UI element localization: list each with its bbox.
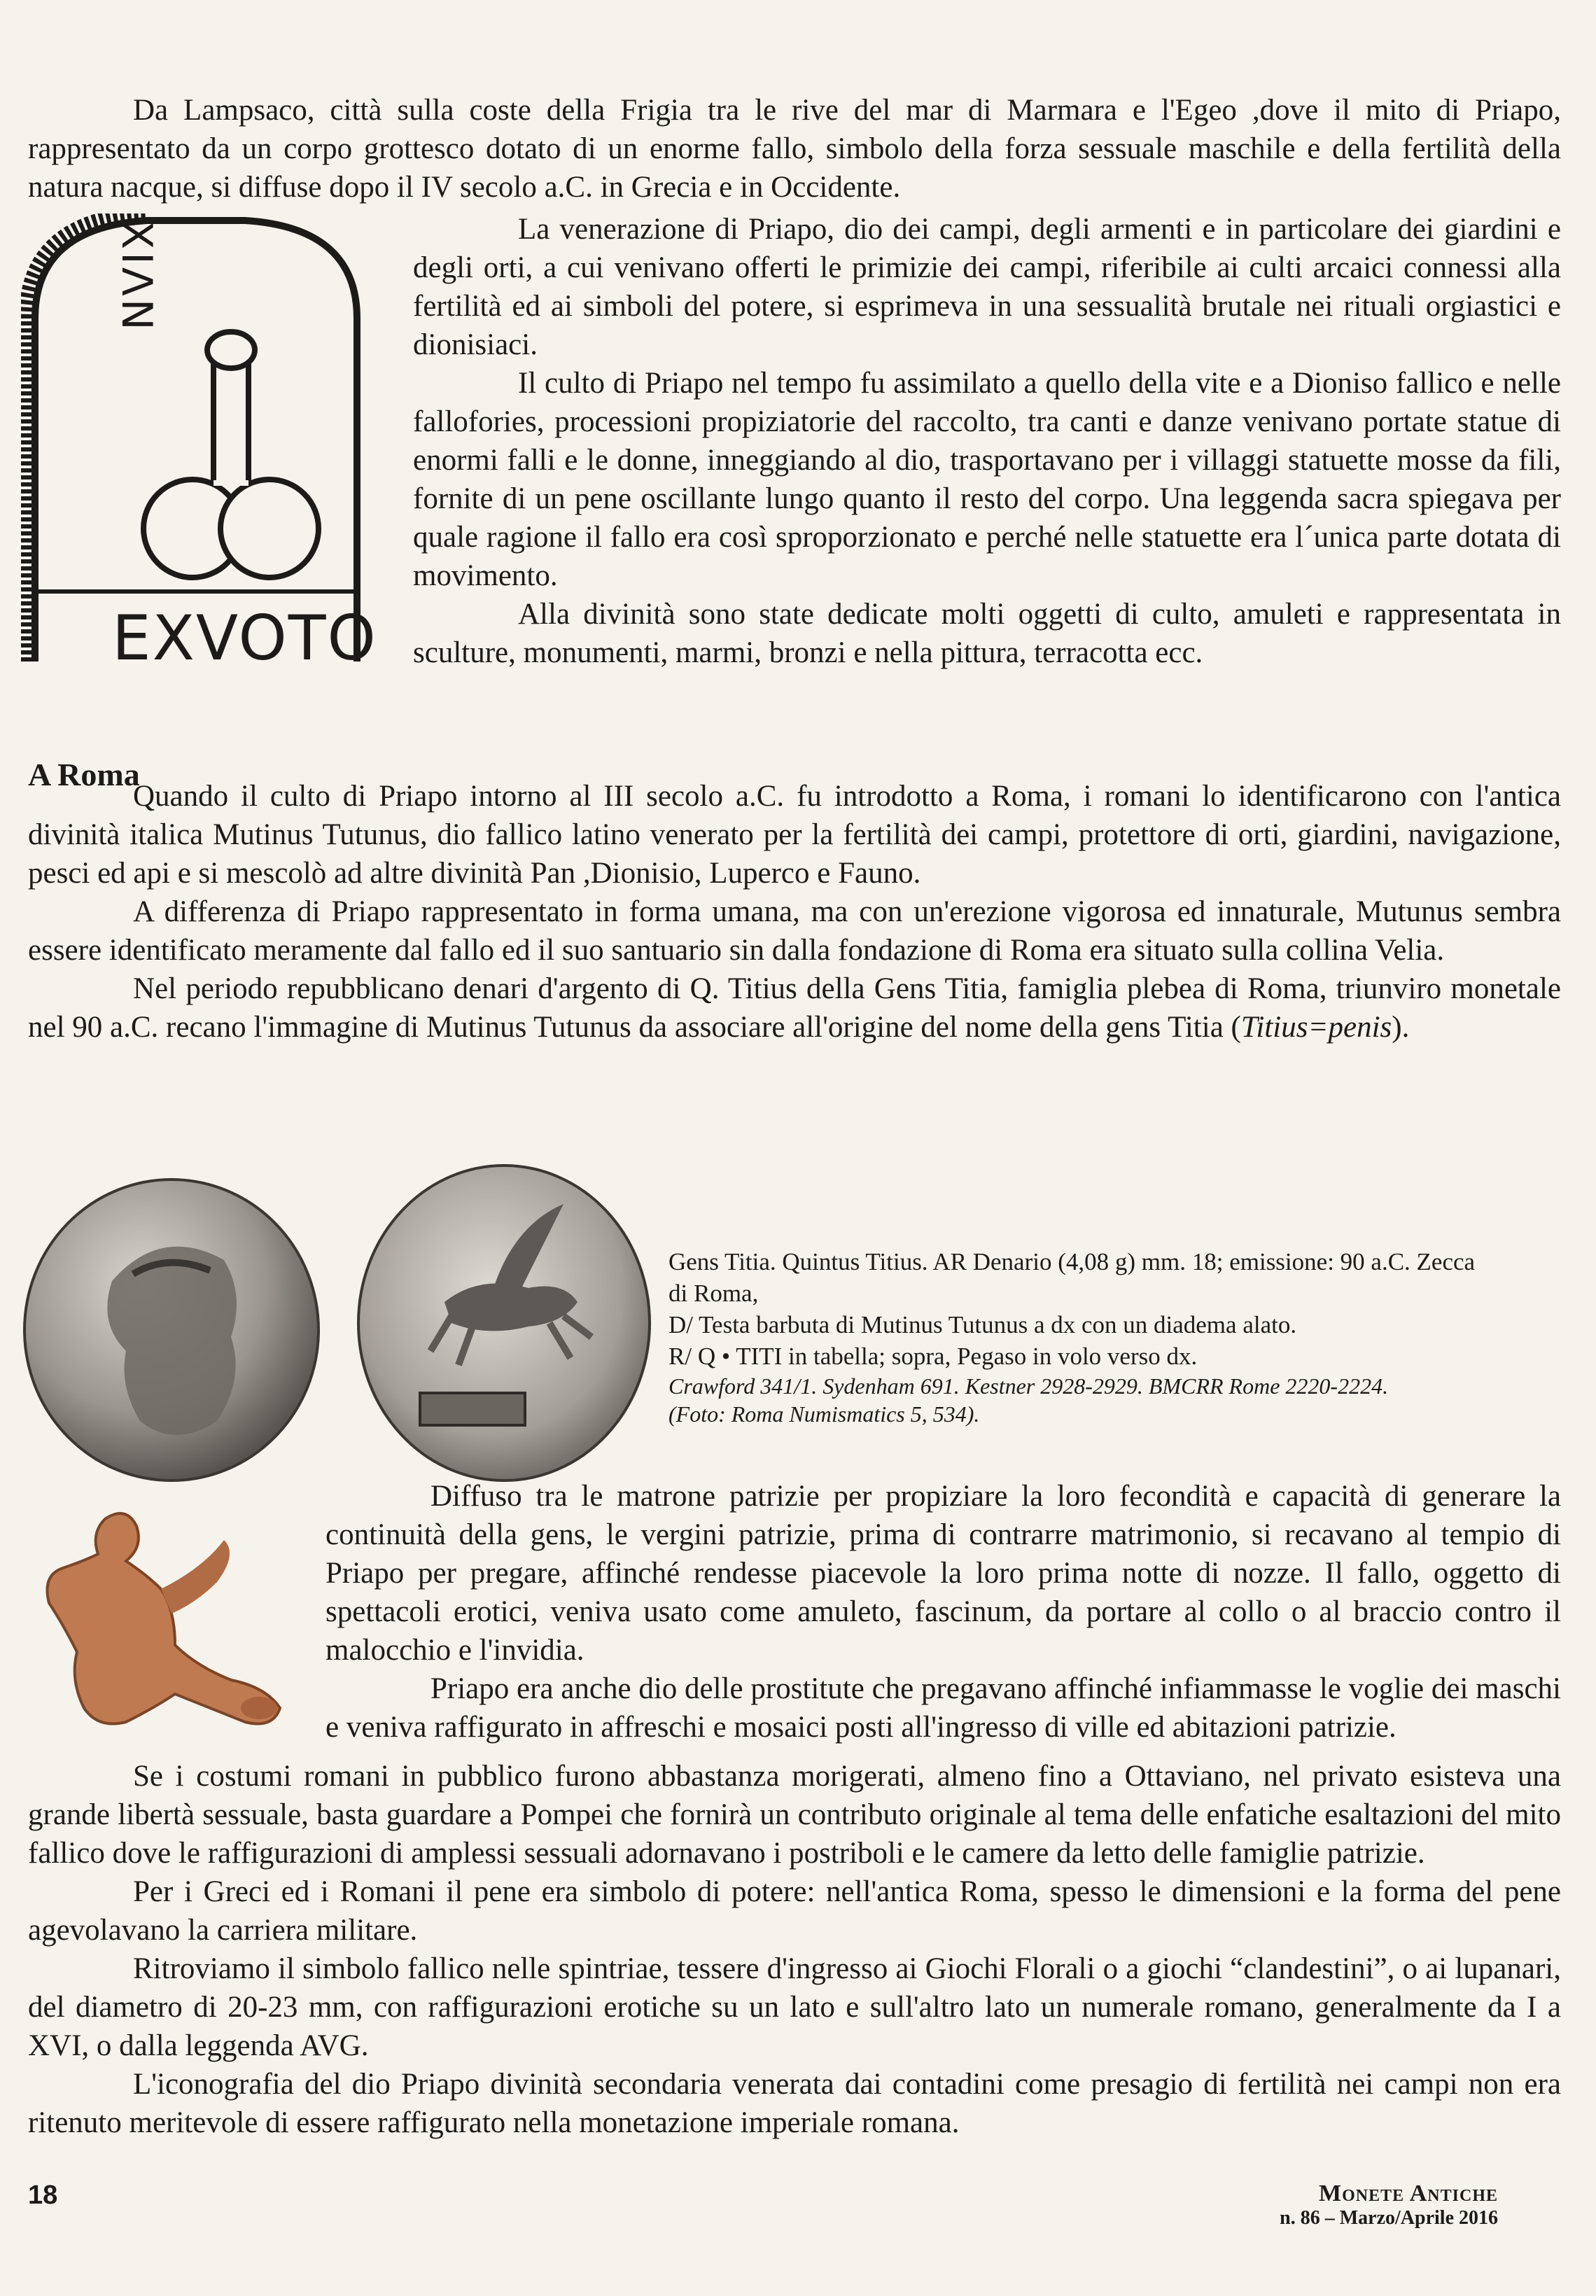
roma-paragraph bbox=[28, 969, 1561, 1046]
section3-paragraph: Per i Greci ed i Romani il pene era simbolo di potere: nell'antica Roma, spesso le dimensioni e la forma del pene agevolavano la carriera militare. bbox=[28, 1875, 1561, 1947]
phallus-icon bbox=[144, 332, 318, 578]
coin-caption-line: Gens Titia. Quintus Titius. AR Denario (4,08 g) mm. 18; emissione: 90 a.C. Zecca di Roma, bbox=[668, 1248, 1476, 1307]
exvoto-illustration bbox=[21, 214, 377, 674]
roma-paragraph: Quando il culto di Priapo intorno al III secolo a.C. fu introdotto a Roma, i romani lo identificarono con l'antica divinità italica Mutinus Tutunus, dio fallico latino venerato per la fertilità dei campi, protettore di orti, giardini, navigazione, pesci ed api e si mescolò ad altre divinità Pan ,Dionisio, Luperco e Fauno. bbox=[28, 780, 1561, 890]
roma-p3-italic: Titius=penis bbox=[1240, 1011, 1392, 1044]
section3-paragraph: Ritroviamo il simbolo fallico nelle spintriae, tessere d'ingresso ai Giochi Florali o a giochi “clandestini”, o ai lupanari, del diametro di 20-23 mm, con raffigurazioni erotiche su un lato e sull'altro lato un numerale romano, generalmente da I a XVI, o dalla leggenda AVG. bbox=[28, 1952, 1561, 2062]
exvoto-label: EXVOTO bbox=[112, 602, 377, 674]
roma-paragraph: A differenza di Priapo rappresentato in forma umana, ma con un'erezione vigorosa ed innaturale, Mutunus sembra essere identificato meramente dal fallo ed il suo santuario sin dalla fondazione di Roma era situato sulla collina Velia. bbox=[28, 895, 1561, 967]
coin-reverse-image bbox=[354, 1162, 654, 1484]
section3-text-full bbox=[28, 1757, 1561, 2142]
intro-text: Da Lampsaco, città sulla coste della Frigia tra le rive del mar di Marmara e l'Egeo ,dove il mito di Priapo, rappresentato da un corpo grottesco dotato di un enorme fallo, simbolo della forza sessuale maschile e della fertilità della natura nacque, si diffuse dopo il IV secolo a.C. in Grecia e in Occidente. bbox=[28, 94, 1561, 204]
priapus-figurine-image bbox=[21, 1498, 294, 1750]
magazine-footer bbox=[1280, 2180, 1498, 2230]
coin-obverse-image bbox=[21, 1176, 322, 1484]
section3-paragraph: Se i costumi romani in pubblico furono abbastanza morigerati, almeno fino a Ottaviano, nel privato esisteva una grande libertà sessuale, basta guardare a Pompei che fornirà un contributo originale al tema delle enfatiche esaltazioni del mito fallico dove le raffigurazioni di amplessi sessuali adornavano i postriboli e le camere da letto delle famiglie patrizie. bbox=[28, 1760, 1561, 1870]
section3-text-beside-figurine bbox=[326, 1477, 1561, 1746]
magazine-title: Monete Antiche bbox=[1319, 2180, 1498, 2206]
coin-caption-line: R/ Q • TITI in tabella; sopra, Pegaso in volo verso dx. bbox=[668, 1343, 1198, 1370]
stele-outline bbox=[35, 220, 357, 662]
section-heading-roma: A Roma bbox=[28, 757, 140, 792]
exvoto-inscription: XIΛN bbox=[112, 220, 161, 333]
coin-caption-photo-credit: (Foto: Roma Numismatics 5, 534). bbox=[668, 1401, 980, 1427]
section1-paragraph: Il culto di Priapo nel tempo fu assimilato a quello della vite e a Dioniso fallico e nelle fallofories, processioni propiziatorie del raccolto, tra canti e danze venivano portate statue di enormi falli e le donne, inneggiando al dio, trasportavano per i villaggi statuette mosse da fili, fornite di un pene oscillante lungo quanto il resto del corpo. Una leggenda sacra spiegava per quale ragione il fallo era così sproporzionato e perché nelle statuette era l´unica parte dotata di movimento. bbox=[413, 367, 1561, 592]
section3-paragraph: Priapo era anche dio delle prostitute che pregavano affinché infiammasse le voglie dei maschi e veniva raffigurato in affreschi e mosaici posti all'ingresso di ville ed abitazioni patrizie. bbox=[326, 1672, 1561, 1744]
coin-obverse bbox=[21, 1176, 322, 1488]
coin-caption-reference: Crawford 341/1. Sydenham 691. Kestner 2928-2929. BMCRR Rome 2220-2224. bbox=[668, 1373, 1389, 1399]
coin-reverse bbox=[354, 1162, 654, 1488]
roma-p3-text: Nel periodo repubblicano denari d'argento di Q. Titius della Gens Titia, famiglia plebea di Roma, triunviro monetale nel 90 a.C. recano l'immagine di Mutinus Tutunus da associare all'origine del nome della gens Titia ( bbox=[28, 972, 1561, 1044]
coin-caption-line: D/ Testa barbuta di Mutinus Tutunus a dx con un diadema alato. bbox=[668, 1311, 1297, 1338]
roma-text bbox=[28, 777, 1561, 1046]
roma-p3-end: ). bbox=[1392, 1011, 1410, 1044]
section3-paragraph: Diffuso tra le matrone patrizie per propiziare la loro fecondità e capacità di generare la continuità della gens, le vergini patrizie, prima di contrarre matrimonio, si recavano al tempio di Priapo per pregare, affinché rendesse piacevole la loro prima notte di nozze. Il fallo, oggetto di spettacoli erotici, veniva usato come amuleto, fascinum, da portare al collo o al braccio contro il malocchio e l'invidia. bbox=[326, 1480, 1561, 1667]
exvoto-drawing bbox=[21, 214, 364, 668]
intro-paragraph bbox=[28, 91, 1561, 206]
section3-paragraph: L'iconografia del dio Priapo divinità secondaria venerata dai contadini come presagio di fertilità nei campi non era ritenuto meritevole di essere raffigurato nella monetazione imperiale romana. bbox=[28, 2068, 1561, 2139]
page-number: 18 bbox=[28, 2180, 58, 2210]
section1-paragraph: La venerazione di Priapo, dio dei campi, degli armenti e in particolare dei giardini e degli orti, a cui venivano offerti le primizie dei campi, riferibile ai culti arcaici connessi alla fertilità ed ai simboli del potere, si esprimeva in una sessualità brutale nei rituali orgiastici e dionisiaci. bbox=[413, 213, 1561, 361]
magazine-issue: n. 86 – Marzo/Aprile 2016 bbox=[1280, 2207, 1498, 2229]
section1-text bbox=[413, 210, 1561, 672]
terracotta-figurine bbox=[21, 1498, 294, 1754]
section1-paragraph: Alla divinità sono state dedicate molti oggetti di culto, amuleti e rappresentata in sculture, monumenti, marmi, bronzi e nella pittura, terracotta ecc. bbox=[413, 598, 1561, 669]
coin-caption bbox=[668, 1246, 1494, 1428]
tablet-inscription bbox=[420, 1393, 525, 1425]
